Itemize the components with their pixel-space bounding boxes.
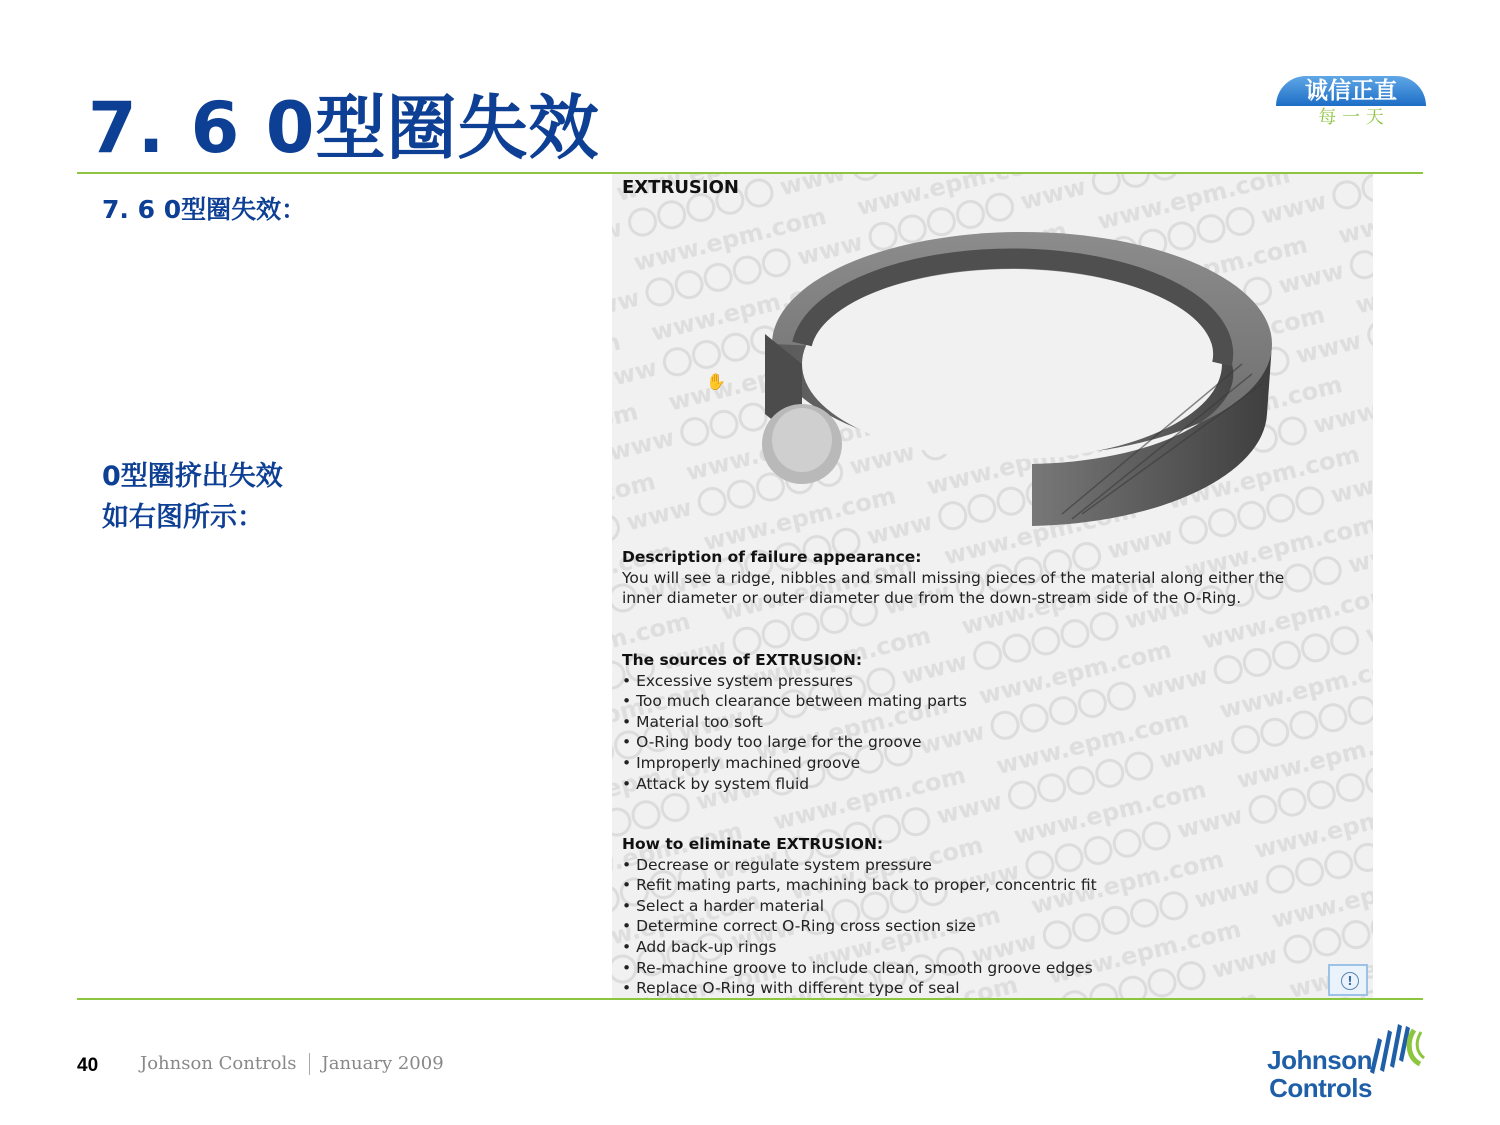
list-item: • Too much clearance between mating parts bbox=[622, 691, 967, 712]
extrusion-figure-panel bbox=[612, 174, 1373, 999]
badge-line2: 每 一 天 bbox=[1318, 107, 1384, 128]
hand-cursor-icon: ✋ bbox=[706, 372, 726, 391]
list-item: • O-Ring body too large for the groove bbox=[622, 732, 967, 753]
footer-date: January 2009 bbox=[321, 1053, 444, 1074]
bottom-divider bbox=[77, 998, 1423, 1000]
list-item: • Decrease or regulate system pressure bbox=[622, 855, 1097, 876]
motto-badge bbox=[1276, 76, 1426, 132]
sources-section bbox=[622, 650, 967, 794]
description-text-line1: You will see a ridge, nibbles and small missing pieces of the material along either the bbox=[622, 568, 1285, 587]
eliminate-section bbox=[622, 834, 1097, 999]
info-button[interactable] bbox=[1328, 964, 1368, 996]
section-description bbox=[102, 456, 283, 538]
description-line1: 0型圈挤出失效 bbox=[102, 461, 283, 492]
description-line2: 如右图所示： bbox=[102, 502, 264, 533]
sources-heading: The sources of EXTRUSION: bbox=[622, 651, 863, 669]
panel-title: EXTRUSION bbox=[622, 177, 739, 198]
footer-separator bbox=[309, 1053, 310, 1075]
list-item: • Attack by system fluid bbox=[622, 774, 967, 795]
list-item: • Determine correct O-Ring cross section size bbox=[622, 916, 1097, 937]
logo-line1: Johnson bbox=[1267, 1045, 1372, 1075]
logo-mark-icon bbox=[1366, 1020, 1428, 1080]
list-item: • Replace O-Ring with different type of seal bbox=[622, 978, 1097, 999]
list-item: • Excessive system pressures bbox=[622, 671, 967, 692]
description-section bbox=[622, 547, 1284, 609]
footer-text bbox=[140, 1053, 444, 1075]
page-number: 40 bbox=[77, 1055, 99, 1076]
description-text-line2: inner diameter or outer diameter due from the down-stream side of the O-Ring. bbox=[622, 589, 1242, 608]
list-item: • Improperly machined groove bbox=[622, 753, 967, 774]
eliminate-heading: How to eliminate EXTRUSION: bbox=[622, 835, 884, 853]
list-item: • Re-machine groove to include clean, smooth groove edges bbox=[622, 958, 1097, 979]
footer-company: Johnson Controls bbox=[140, 1053, 297, 1074]
description-heading: Description of failure appearance: bbox=[622, 548, 922, 566]
section-subheading: 7. 6 0型圈失效： bbox=[102, 195, 307, 224]
info-icon: ! bbox=[1341, 972, 1359, 990]
list-item: • Add back-up rings bbox=[622, 937, 1097, 958]
list-item: • Material too soft bbox=[622, 712, 967, 733]
logo-wordmark bbox=[1244, 1046, 1372, 1102]
johnson-controls-logo bbox=[1244, 1020, 1429, 1105]
list-item: • Refit mating parts, machining back to proper, concentric fit bbox=[622, 875, 1097, 896]
logo-line2: Controls bbox=[1269, 1073, 1372, 1103]
badge-line1: 诚信正直 bbox=[1305, 78, 1397, 104]
extruded-oring-illustration bbox=[762, 214, 1282, 534]
list-item: • Select a harder material bbox=[622, 896, 1097, 917]
slide-title: 7. 6 0型圈失效 bbox=[88, 87, 600, 169]
